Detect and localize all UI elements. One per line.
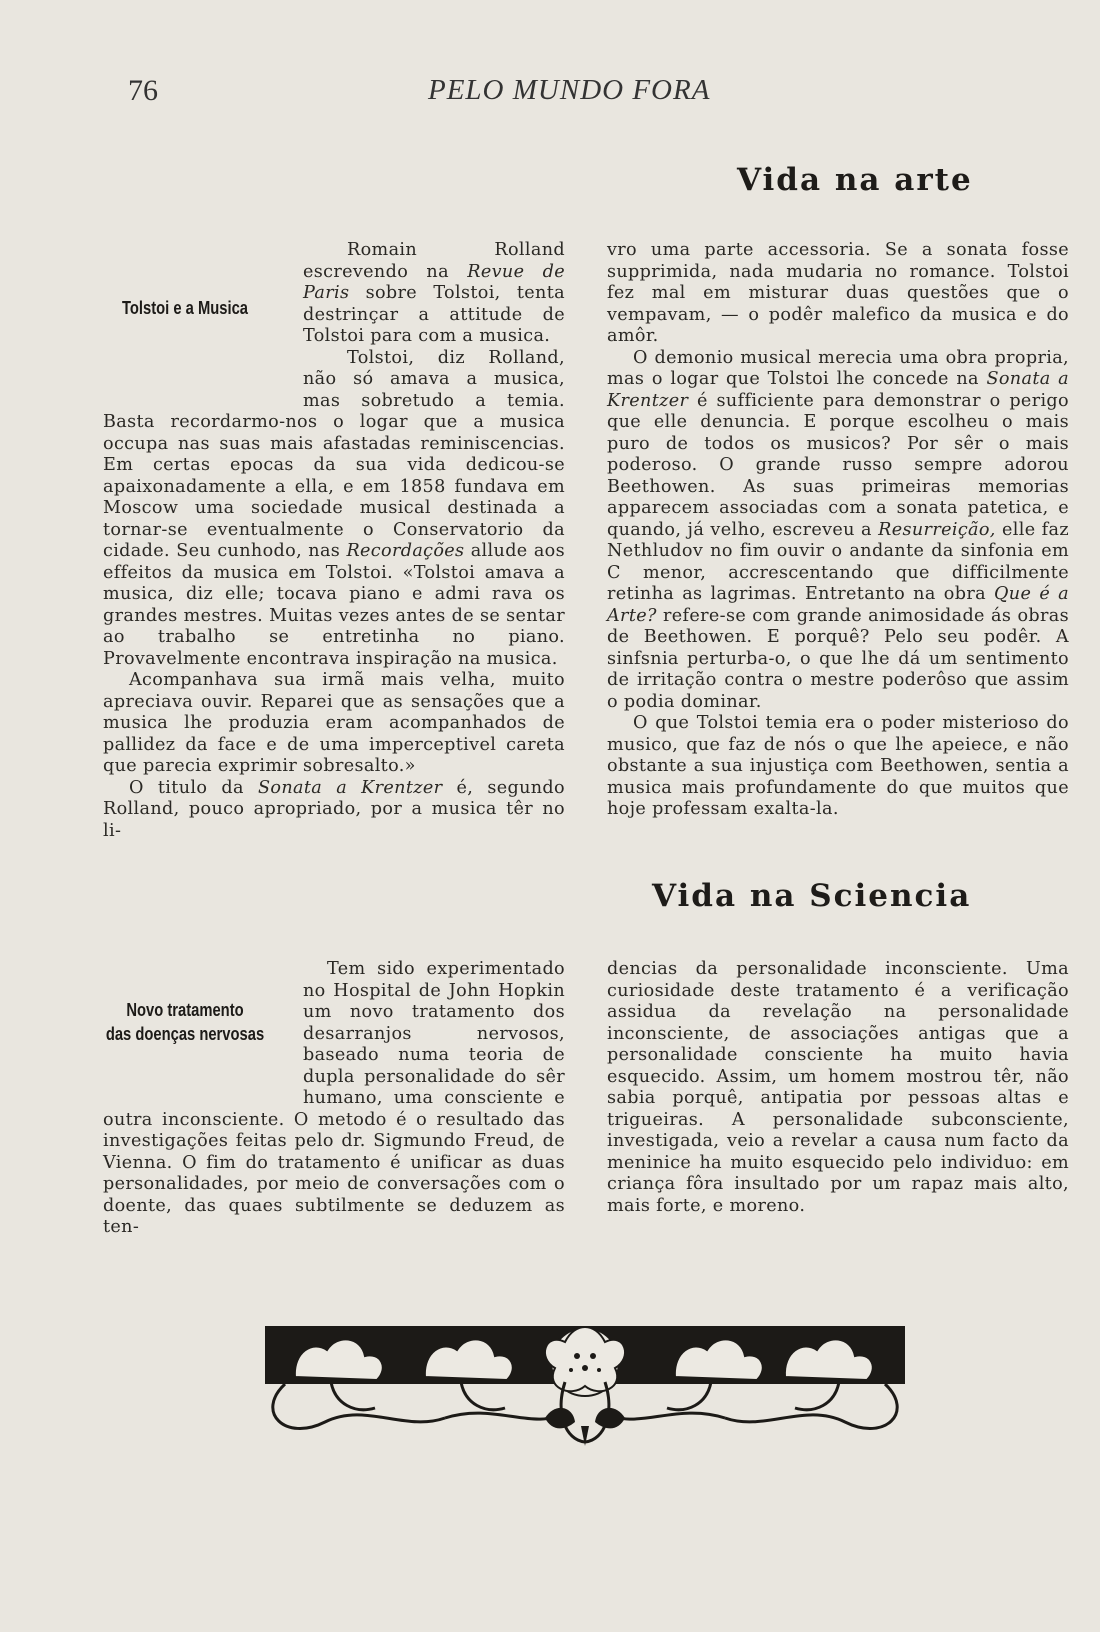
arte-paragraph-4: O titulo da Sonata a Krentzer é, segundo Rolland, pouco apropriado, por a musica têr no li- [103, 777, 565, 841]
arte-paragraph-7: O que Tolstoi temia era o poder misterioso do musico, que faz de nós o que lhe apeiece, e não obstante a sua injustiça com Beethowen, sentia a musica mais profundamente do que muitos que hoje professam exalta-la. [607, 713, 1069, 819]
section-title-sciencia: Vida na Sciencia [652, 878, 972, 914]
running-title: PELO MUNDO FORA [428, 74, 711, 106]
arte-paragraph-5: vro uma parte accessoria. Se a sonata fosse supprimida, nada mudaria no romance. Tolstoi fez mal em misturar duas questões que o vempavam, — o podêr malefico da musica e do amôr. [607, 240, 1069, 346]
arte-column-right [607, 240, 1069, 821]
arte-paragraph-2: Tolstoi, diz Rolland, não só amava a musica, mas sobretudo a temia. Basta recordarmo-nos o logar que a musica occupa nas suas mais afastadas reminiscencias. Em certas epocas da sua vida dedicou-se apaixonadamente a ella, e em 1858 fundava em Moscow uma sociedade musical destinada a tornar-se eventualmente o Conservatorio da cidade. Seu cunhodo, nas Recordações allude aos effeitos da musica em Tolstoi. «Tolstoi amava a musica, diz elle; tocava piano e admi rava os grandes mestres. Muitas vezes antes de se sentar ao trabalho se entretinha no piano. Provavelmente encontrava inspiração na musica. [103, 347, 565, 669]
arte-paragraph-1: Romain Rolland escrevendo na Revue de Paris sobre Tolstoi, tenta destrinçar a attitude de Tolstoi para com a musica. [303, 240, 565, 346]
arte-paragraph-3: Acompanhava sua irmã mais velha, muito apreciava ouvir. Reparei que as sensações que a musica lhe produzia eram acompanhados de pallidez da face e de uma imperceptivel careta que parecia exprimir sobresalto.» [103, 670, 565, 776]
sidehead-novo-tratamento [103, 959, 267, 1094]
sciencia-column-left [103, 959, 565, 1239]
arte-paragraph-6: O demonio musical merecia uma obra propria, mas o logar que Tolstoi lhe concede na Sonata a Krentzer é sufficiente para demonstrar o perigo que elle denuncia. E porque escolheu o mais puro de todos os musicos? Por sêr o mais poderoso. O grande russo sempre adorou Beethowen. As suas primeiras memorias apparecem associadas com a sonata patetica, e quando, já velho, escreveu a Resurreição, elle faz Nethludov no fim ouvir o andante da sinfonia em C menor, accrescentando que difficilmente retinha as lagrimas. Entretanto na obra Que é a Arte? refere-se com grande animosidade ás obras de Beethowen. E porquê? Pelo seu podêr. A sinfsnia perturba-o, o que lhe dá um sentimento de irritação contra o mestre poderôso que assim o podia dominar. [607, 347, 1070, 712]
page-number: 76 [128, 74, 158, 107]
section-title-arte: Vida na arte [737, 162, 973, 198]
sidehead-line-1: Novo tratamento [126, 1000, 244, 1020]
arte-column-left [103, 240, 565, 842]
sciencia-column-right [607, 959, 1069, 1217]
sidehead-tolstoi: Tolstoi e a Musica [121, 298, 249, 318]
sciencia-paragraph-2: dencias da personalidade inconsciente. Uma curiosidade deste tratamento é a verificação assidua da revelação na personalidade inconsciente, de associações antigas que a personalidade consciente ha muito havia esquecido. Assim, um homem mostrou têr, não sabia porquê, antipatia por pessoas altas e trigueiras. A personalidade subconsciente, investigada, veio a revelar a causa num facto da meninice ha muito esquecido pelo individuo: em criança fôra insultado por um rapaz mais alto, mais forte, e moreno. [607, 959, 1069, 1216]
sciencia-paragraph-1: Tem sido experimentado no Hospital de John Hopkin um novo tratamento dos desarranjos nervosos, baseado numa teoria de dupla personalidade do sêr humano, uma consciente e outra inconsciente. O metodo é o resultado das investigações feitas pelo dr. Sigmundo Freud, de Vienna. O fim do tratamento é unificar as duas personalidades, por meio de conversações com o doente, das quaes subtilmente se deduzem as ten- [103, 959, 565, 1237]
sidehead-line-2: das doenças nervosas [105, 1024, 265, 1044]
floral-ornament-icon [265, 1322, 905, 1448]
